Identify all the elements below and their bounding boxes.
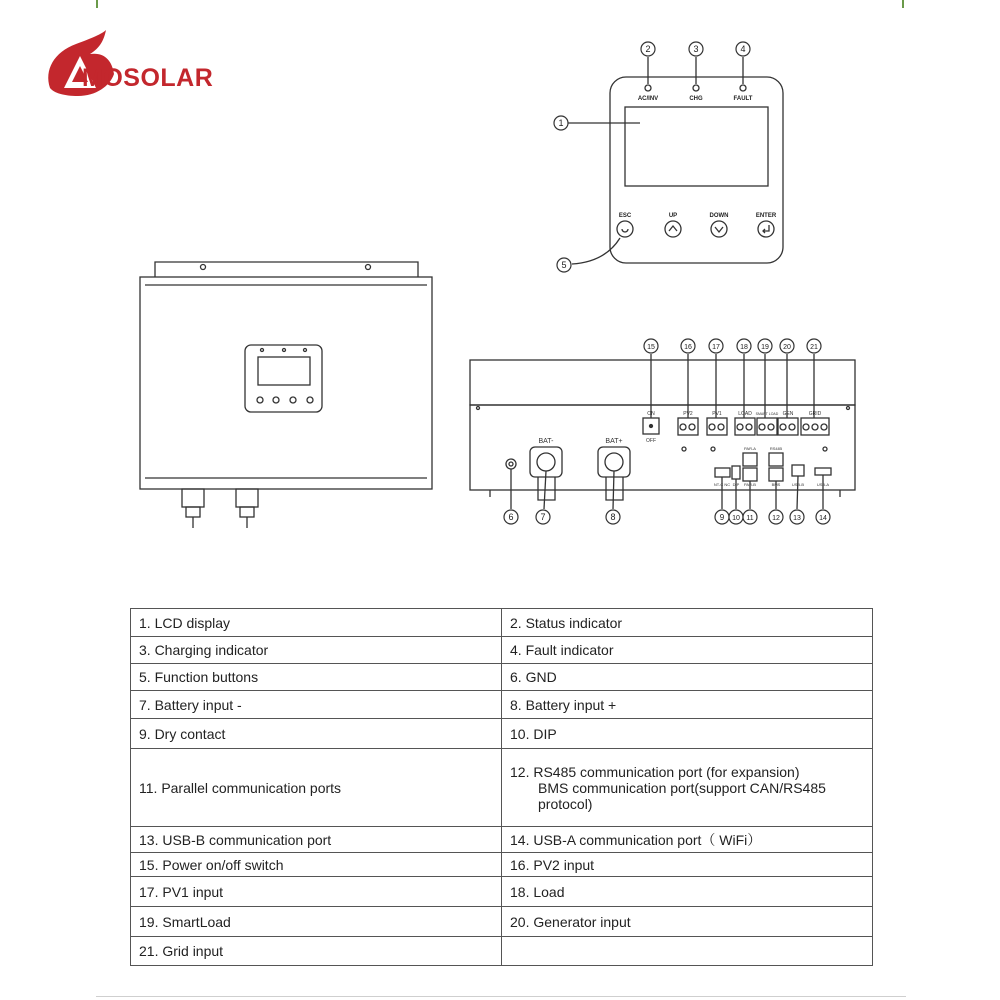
legend-cell: 13. USB-B communication port (131, 827, 502, 853)
rear-top-section (470, 360, 855, 405)
callout-num-8: 8 (610, 512, 616, 522)
terminal-label-smartload: SMART LOAD (755, 412, 779, 416)
lcd-display (625, 107, 768, 186)
callout-num-17: 17 (712, 344, 720, 351)
legend-cell: 4. Fault indicator (502, 637, 873, 664)
callout-num-5: 5 (561, 260, 567, 270)
par-b-port (743, 468, 757, 481)
legend-cell: 18. Load (502, 877, 873, 907)
bat-plus-label: BAT+ (605, 438, 623, 445)
table-row (131, 691, 873, 719)
table-row (131, 719, 873, 749)
port-label-rs485: RS485 (769, 446, 783, 451)
inverter-body (140, 277, 432, 489)
usb-b-port (792, 465, 804, 476)
legend-cell: 11. Parallel communication ports (131, 749, 502, 827)
up-button-icon (665, 221, 681, 237)
legend-row12-sub: BMS communication port(support CAN/RS485 protocol) (538, 779, 826, 812)
legend-cell: 14. USB-A communication port（ WiFi） (502, 827, 873, 853)
legend-table (130, 608, 873, 966)
legend-cell: 16. PV2 input (502, 853, 873, 877)
rs485-port (769, 453, 783, 466)
callout-num-14: 14 (819, 515, 827, 522)
legend-cell: 9. Dry contact (131, 719, 502, 749)
dry-contact-port (715, 468, 730, 477)
table-row (131, 907, 873, 937)
legend-cell: 7. Battery input - (131, 691, 502, 719)
callout-num-12: 12 (772, 515, 780, 522)
port-label-bms: BMS (771, 482, 781, 487)
callout-num-10: 10 (732, 515, 740, 522)
callout-num-18: 18 (740, 344, 748, 351)
callout-num-4: 4 (740, 44, 746, 54)
legend-cell: 20. Generator input (502, 907, 873, 937)
table-row (131, 877, 873, 907)
button-label-esc: ESC (618, 213, 632, 219)
legend-cell (502, 937, 873, 966)
legend-row12-main: 12. RS485 communication port (for expansion) (510, 763, 800, 780)
button-label-down: DOWN (709, 213, 729, 219)
callout-num-3: 3 (693, 44, 699, 54)
legend-cell: 21. Grid input (131, 937, 502, 966)
table-row (131, 609, 873, 637)
legend-cell: 1. LCD display (131, 609, 502, 637)
table-row (131, 637, 873, 664)
legend-cell: 15. Power on/off switch (131, 853, 502, 877)
terminal-label-pv1: PV1 (712, 411, 722, 417)
switch-on-label: ON (647, 411, 655, 417)
terminal-label-gen: GEN (782, 411, 794, 417)
bottom-divider (96, 996, 906, 997)
terminal-label-grid: GRID (808, 411, 822, 417)
switch-off-label: OFF (646, 438, 656, 444)
mounting-bracket (155, 262, 418, 277)
port-label-usb-a: USB-A (816, 482, 830, 487)
table-row (131, 937, 873, 966)
legend-cell: 6. GND (502, 664, 873, 691)
table-row (131, 664, 873, 691)
usb-a-port (815, 468, 831, 475)
callout-num-6: 6 (508, 512, 514, 522)
dip-switch (732, 466, 740, 479)
table-row (131, 827, 873, 853)
legend-cell: 2. Status indicator (502, 609, 873, 637)
down-button-icon (711, 221, 727, 237)
port-label-dry: NT-C NC (713, 482, 731, 487)
indicator-label-chg: CHG (689, 96, 703, 102)
port-label-usb-b: USB-B (791, 482, 805, 487)
callout-num-19: 19 (761, 344, 769, 351)
par-a-port (743, 453, 757, 466)
legend-cell: 8. Battery input + (502, 691, 873, 719)
table-row (131, 749, 873, 827)
front-panel-outline (610, 77, 783, 263)
gnd-terminal (506, 459, 516, 469)
legend-cell-12 (502, 749, 873, 827)
indicator-fault (740, 85, 746, 91)
port-label-par-b: PAR-B (744, 482, 756, 487)
callout-num-7: 7 (540, 512, 546, 522)
button-label-enter: ENTER (755, 213, 777, 219)
legend-cell: 17. PV1 input (131, 877, 502, 907)
port-label-dip: DIP (732, 482, 740, 487)
bat-minus-label: BAT- (538, 438, 554, 445)
terminal-label-load: LOAD (738, 411, 752, 417)
callout-num-21: 21 (810, 344, 818, 351)
leader-line-5 (572, 238, 620, 264)
legend-cell: 3. Charging indicator (131, 637, 502, 664)
indicator-label-fault: FAULT (733, 96, 753, 102)
brand-name: MOSOLAR (82, 64, 214, 92)
indicator-ac-inv (645, 85, 651, 91)
leader-line-13 (797, 476, 798, 509)
table-row (131, 853, 873, 877)
esc-button-icon (617, 221, 633, 237)
bms-port (769, 468, 783, 481)
grid-terminal (801, 418, 829, 435)
inverter-panel-lcd (258, 357, 310, 385)
terminal-label-pv2: PV2 (683, 411, 693, 417)
callout-num-11: 11 (746, 515, 754, 522)
indicator-chg (693, 85, 699, 91)
callout-num-15: 15 (647, 344, 655, 351)
cable-gland-left (182, 489, 204, 528)
legend-cell: 10. DIP (502, 719, 873, 749)
callout-num-16: 16 (684, 344, 692, 351)
legend-cell: 5. Function buttons (131, 664, 502, 691)
port-label-par-a: PAR-A (744, 446, 756, 451)
callout-num-20: 20 (783, 344, 791, 351)
button-label-up: UP (668, 213, 678, 219)
callout-num-2: 2 (645, 44, 651, 54)
callout-num-9: 9 (719, 513, 725, 522)
enter-button-icon (758, 221, 774, 237)
callout-num-13: 13 (793, 515, 801, 522)
cable-gland-right (236, 489, 258, 528)
callout-num-1: 1 (558, 118, 564, 128)
legend-cell: 19. SmartLoad (131, 907, 502, 937)
indicator-label-ac-inv: AC/INV (637, 96, 659, 102)
